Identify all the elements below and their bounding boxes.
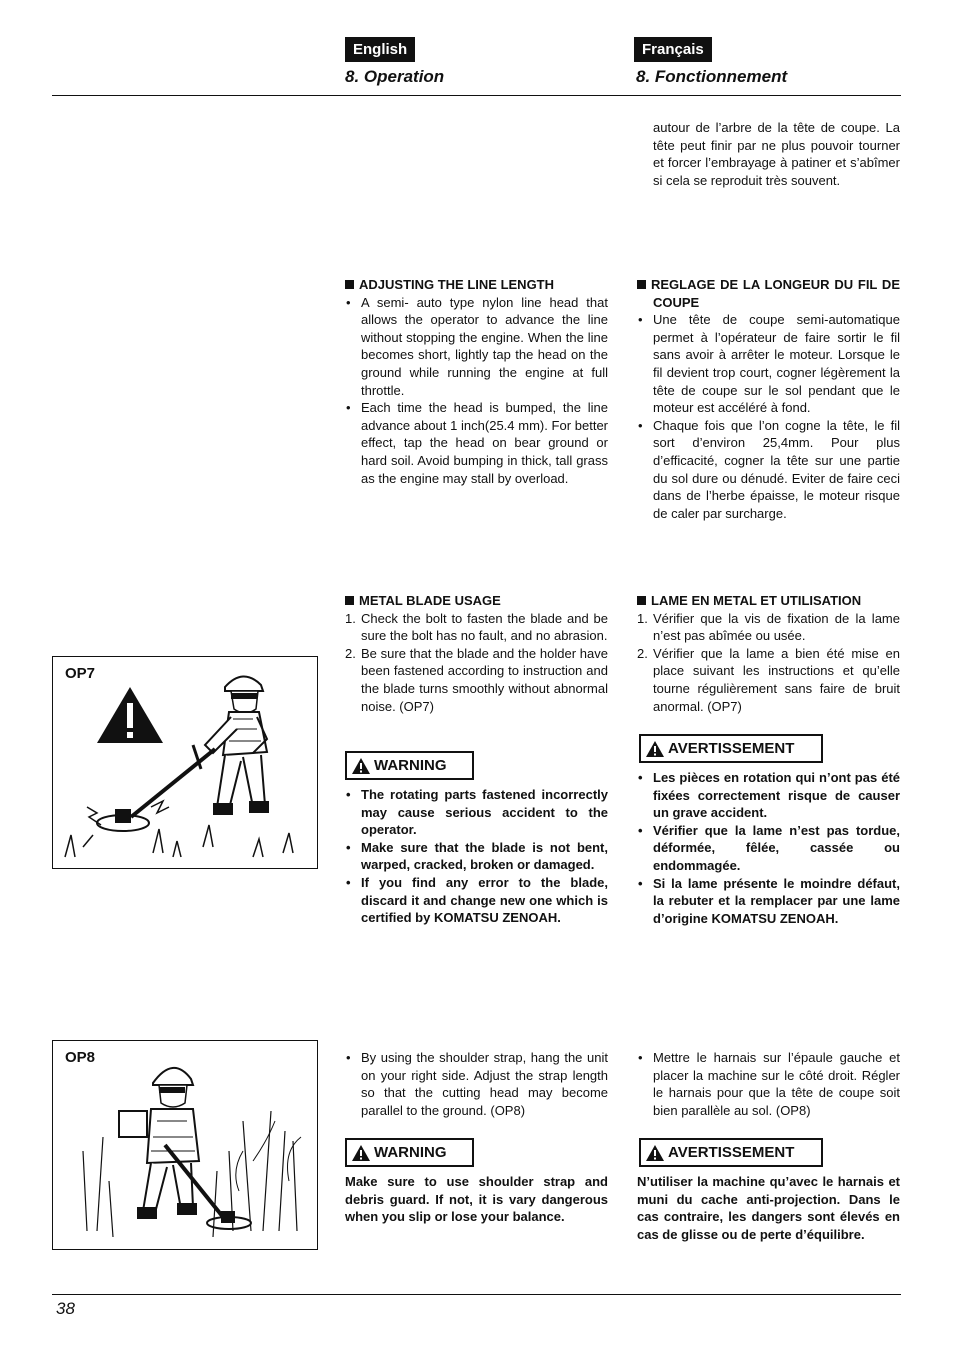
section-title-english: 8. Operation	[345, 67, 445, 86]
figure-label-op8: OP8	[65, 1049, 96, 1066]
french-intro-paragraph: autour de l’arbre de la tête de coupe. La tête peut finir par ne plus pouvoir tourner et forcer l’embrayage à patiner et s’abîmer si cela se reproduit très souvent.	[653, 120, 900, 188]
figure-op7	[52, 656, 318, 869]
list-text: Be sure that the blade and the holder have been fastened according to instruction and the blade turns smoothly without abnormal noise. (OP7)	[361, 645, 608, 714]
section-title-french: 8. Fonctionnement	[636, 67, 788, 86]
french-intro-text	[653, 119, 900, 189]
metal-blade-heading-en: METAL BLADE USAGE	[359, 593, 501, 608]
figure-label-op7: OP7	[65, 665, 96, 682]
list-text: Vérifier que la lame a bien été mise en place suivant les instructions et qu’elle tourne régulièrement sans faire de bruit anormal. (OP7)	[653, 645, 900, 714]
strap-english	[345, 1049, 608, 1119]
list-item: • A semi- auto type nylon line head that allows the operator to advance the line without stopping the engine. When the line becomes short, lightly tap the head on the ground while running the engine at full throttle.	[345, 294, 608, 400]
metal-blade-heading-fr: LAME EN METAL ET UTILISATION	[651, 593, 862, 608]
list-text: Check the bolt to fasten the blade and be sure the bolt has no fault, and no abrasion.	[361, 610, 608, 644]
warning-triangle-icon	[645, 740, 665, 758]
strap-warning-fr	[637, 1173, 900, 1243]
footer-rule	[52, 1294, 901, 1295]
list-item	[345, 610, 608, 645]
warning-box-en-strap	[345, 1138, 474, 1167]
line-length-french	[637, 276, 900, 522]
warning-triangle-icon	[351, 757, 371, 775]
operator-blade-illustration	[53, 657, 317, 868]
warning-triangle-icon	[351, 1144, 371, 1162]
list-number: 2.	[345, 645, 356, 661]
list-item	[637, 610, 900, 645]
list-item: • Une tête de coupe semi-automatique permet à l’opérateur de faire sortir le fil sans avoir à arrêter le moteur. Lorsque le fil devient trop court, cogner légèrement la tête de coupe sur le sol pendant que le moteur est accéléré à fond.	[637, 311, 900, 417]
square-bullet-icon	[637, 280, 646, 289]
warning-box-en	[345, 751, 474, 780]
warning-triangle-icon	[645, 1144, 665, 1162]
strap-warning-en	[345, 1173, 608, 1226]
list-item: • The rotating parts fastened incorrectly may cause serious accident to the operator.	[345, 786, 608, 839]
warning-list-fr	[637, 769, 900, 927]
metal-blade-english	[345, 592, 608, 715]
list-item: • By using the shoulder strap, hang the unit on your right side. Adjust the strap length so that the cutting head may become parallel to the ground. (OP8)	[345, 1049, 608, 1119]
line-length-heading-fr: REGLAGE DE LA LONGEUR DU FIL DE COUPE	[651, 277, 900, 310]
metal-blade-french	[637, 592, 900, 715]
figure-op8	[52, 1040, 318, 1250]
warning-label: AVERTISSEMENT	[668, 1144, 795, 1161]
square-bullet-icon	[345, 280, 354, 289]
list-item	[637, 645, 900, 715]
warning-label: WARNING	[374, 757, 447, 774]
language-badge-french: Français	[634, 37, 712, 62]
list-item: • If you find any error to the blade, discard it and change new one which is certified by KOMATSU ZENOAH.	[345, 874, 608, 927]
strap-warning-text-fr: N’utiliser la machine qu’avec le harnais et muni du cache anti-projection. Dans le cas contraire, les dangers sont élevés en cas de glisse ou de perte d’équilibre.	[637, 1174, 900, 1242]
list-item: • Make sure that the blade is not bent, warped, cracked, broken or damaged.	[345, 839, 608, 874]
square-bullet-icon	[637, 596, 646, 605]
list-item	[345, 645, 608, 715]
list-number: 2.	[637, 645, 648, 661]
list-item: • Each time the head is bumped, the line advance about 1 inch(25.4 mm). For better effect, tap the head on bear ground or hard soil. Avoid bumping in thick, tall grass as the engine may stall by overload.	[345, 399, 608, 487]
list-item: • Vérifier que la lame n’est pas tordue, déformée, fêlée, cassée ou endommagée.	[637, 822, 900, 875]
page-number: 38	[56, 1299, 75, 1318]
strap-french	[637, 1049, 900, 1119]
operator-strap-illustration	[53, 1041, 317, 1249]
language-badge-english: English	[345, 37, 415, 62]
line-length-english	[345, 276, 608, 487]
list-item: • Chaque fois que l’on cogne la tête, le fil sort d’environ 25,4mm. Pour plus d’efficacité, cogner la tête sur une partie du sol dure ou dénudé. Eviter de faire ceci dans de l’herbe épaisse, le moteur risque de caler par surcharge.	[637, 417, 900, 523]
line-length-heading-en: ADJUSTING THE LINE LENGTH	[359, 277, 555, 292]
list-item: • Mettre le harnais sur l’épaule gauche et placer la machine sur le côté droit. Régler le harnais pour que la tête de coupe soit bien parallèle au sol. (OP8)	[637, 1049, 900, 1119]
warning-box-fr	[639, 734, 823, 763]
list-item: • Les pièces en rotation qui n’ont pas été fixées correctement risque de causer un grave accident.	[637, 769, 900, 822]
warning-list-en	[345, 786, 608, 927]
list-item: • Si la lame présente le moindre défaut, la rebuter et la remplacer par une lame d’origine KOMATSU ZENOAH.	[637, 875, 900, 928]
list-text: Vérifier que la vis de fixation de la lame n’est pas abîmée ou usée.	[653, 610, 900, 644]
warning-label: WARNING	[374, 1144, 447, 1161]
warning-box-fr-strap	[639, 1138, 823, 1167]
strap-warning-text-en: Make sure to use shoulder strap and debris guard. If not, it is vary dangerous when you slip or lose your balance.	[345, 1174, 608, 1225]
header-rule	[52, 95, 901, 96]
square-bullet-icon	[345, 596, 354, 605]
warning-label: AVERTISSEMENT	[668, 740, 795, 757]
list-number: 1.	[637, 610, 648, 626]
list-number: 1.	[345, 610, 356, 626]
